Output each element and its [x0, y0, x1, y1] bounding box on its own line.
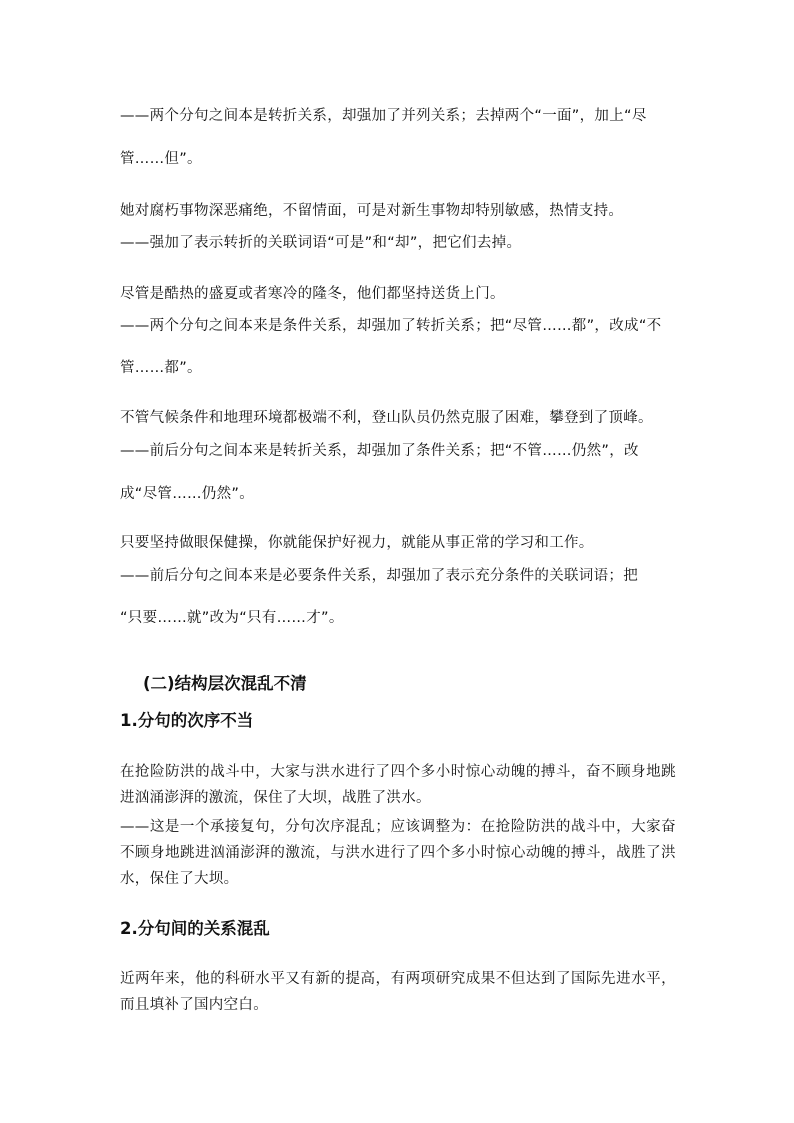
example-sentence: 不管气候条件和地理环境都极端不利，登山队员仍然克服了困难，攀登到了顶峰。: [120, 410, 653, 426]
example-sentence: 只要坚持做眼保健操，你就能保护好视力，就能从事正常的学习和工作。: [120, 535, 594, 551]
example-sentence: 她对腐朽事物深恶痛绝，不留情面，可是对新生事物却特别敏感，热情支持。: [120, 203, 624, 219]
analysis-line: 管……但”。: [120, 151, 202, 167]
subsection-heading: 2.分句间的关系混乱: [120, 919, 270, 938]
analysis-paragraph: ——这是一个承接复句，分句次序混乱；应该调整为：在抢险防洪的战斗中，大家奋不顾身地跳进汹涌澎湃的激流，与洪水进行了四个多小时惊心动魄的搏斗，战胜了洪水，保住了大坝。: [120, 819, 676, 887]
analysis-line: ——强加了表示转折的关联词语“可是”和“却”，把它们去掉。: [120, 235, 522, 251]
subsection-heading: 1.分句的次序不当: [120, 711, 254, 730]
analysis-line: ——前后分句之间本来是转折关系，却强加了条件关系；把“不管……仍然”，改: [120, 443, 639, 459]
analysis-line: ——前后分句之间本来是必要条件关系，却强加了表示充分条件的关联词语；把: [120, 568, 638, 584]
example-sentence: 尽管是酷热的盛夏或者寒冷的隆冬，他们都坚持送货上门。: [120, 286, 505, 302]
analysis-line: ——两个分句之间本是转折关系，却强加了并列关系；去掉两个“一面”，加上“尽: [120, 108, 647, 124]
example-paragraph: 在抢险防洪的战斗中，大家与洪水进行了四个多小时惊心动魄的搏斗，奋不顾身地跳进汹涌澎湃的激流，保住了大坝，战胜了洪水。: [120, 764, 676, 806]
section-heading: (二)结构层次混乱不清: [143, 674, 307, 693]
analysis-line: 管……都”。: [120, 360, 202, 376]
analysis-line: ——两个分句之间本来是条件关系，却强加了转折关系；把“尽管……都”，改成“不: [120, 318, 662, 334]
analysis-line: “只要……就”改为“只有……才”。: [120, 610, 344, 626]
analysis-line: 成“尽管……仍然”。: [120, 486, 255, 502]
example-paragraph: 近两年来，他的科研水平又有新的提高，有两项研究成果不但达到了国际先进水平，而且填补了国内空白。: [120, 971, 676, 1013]
